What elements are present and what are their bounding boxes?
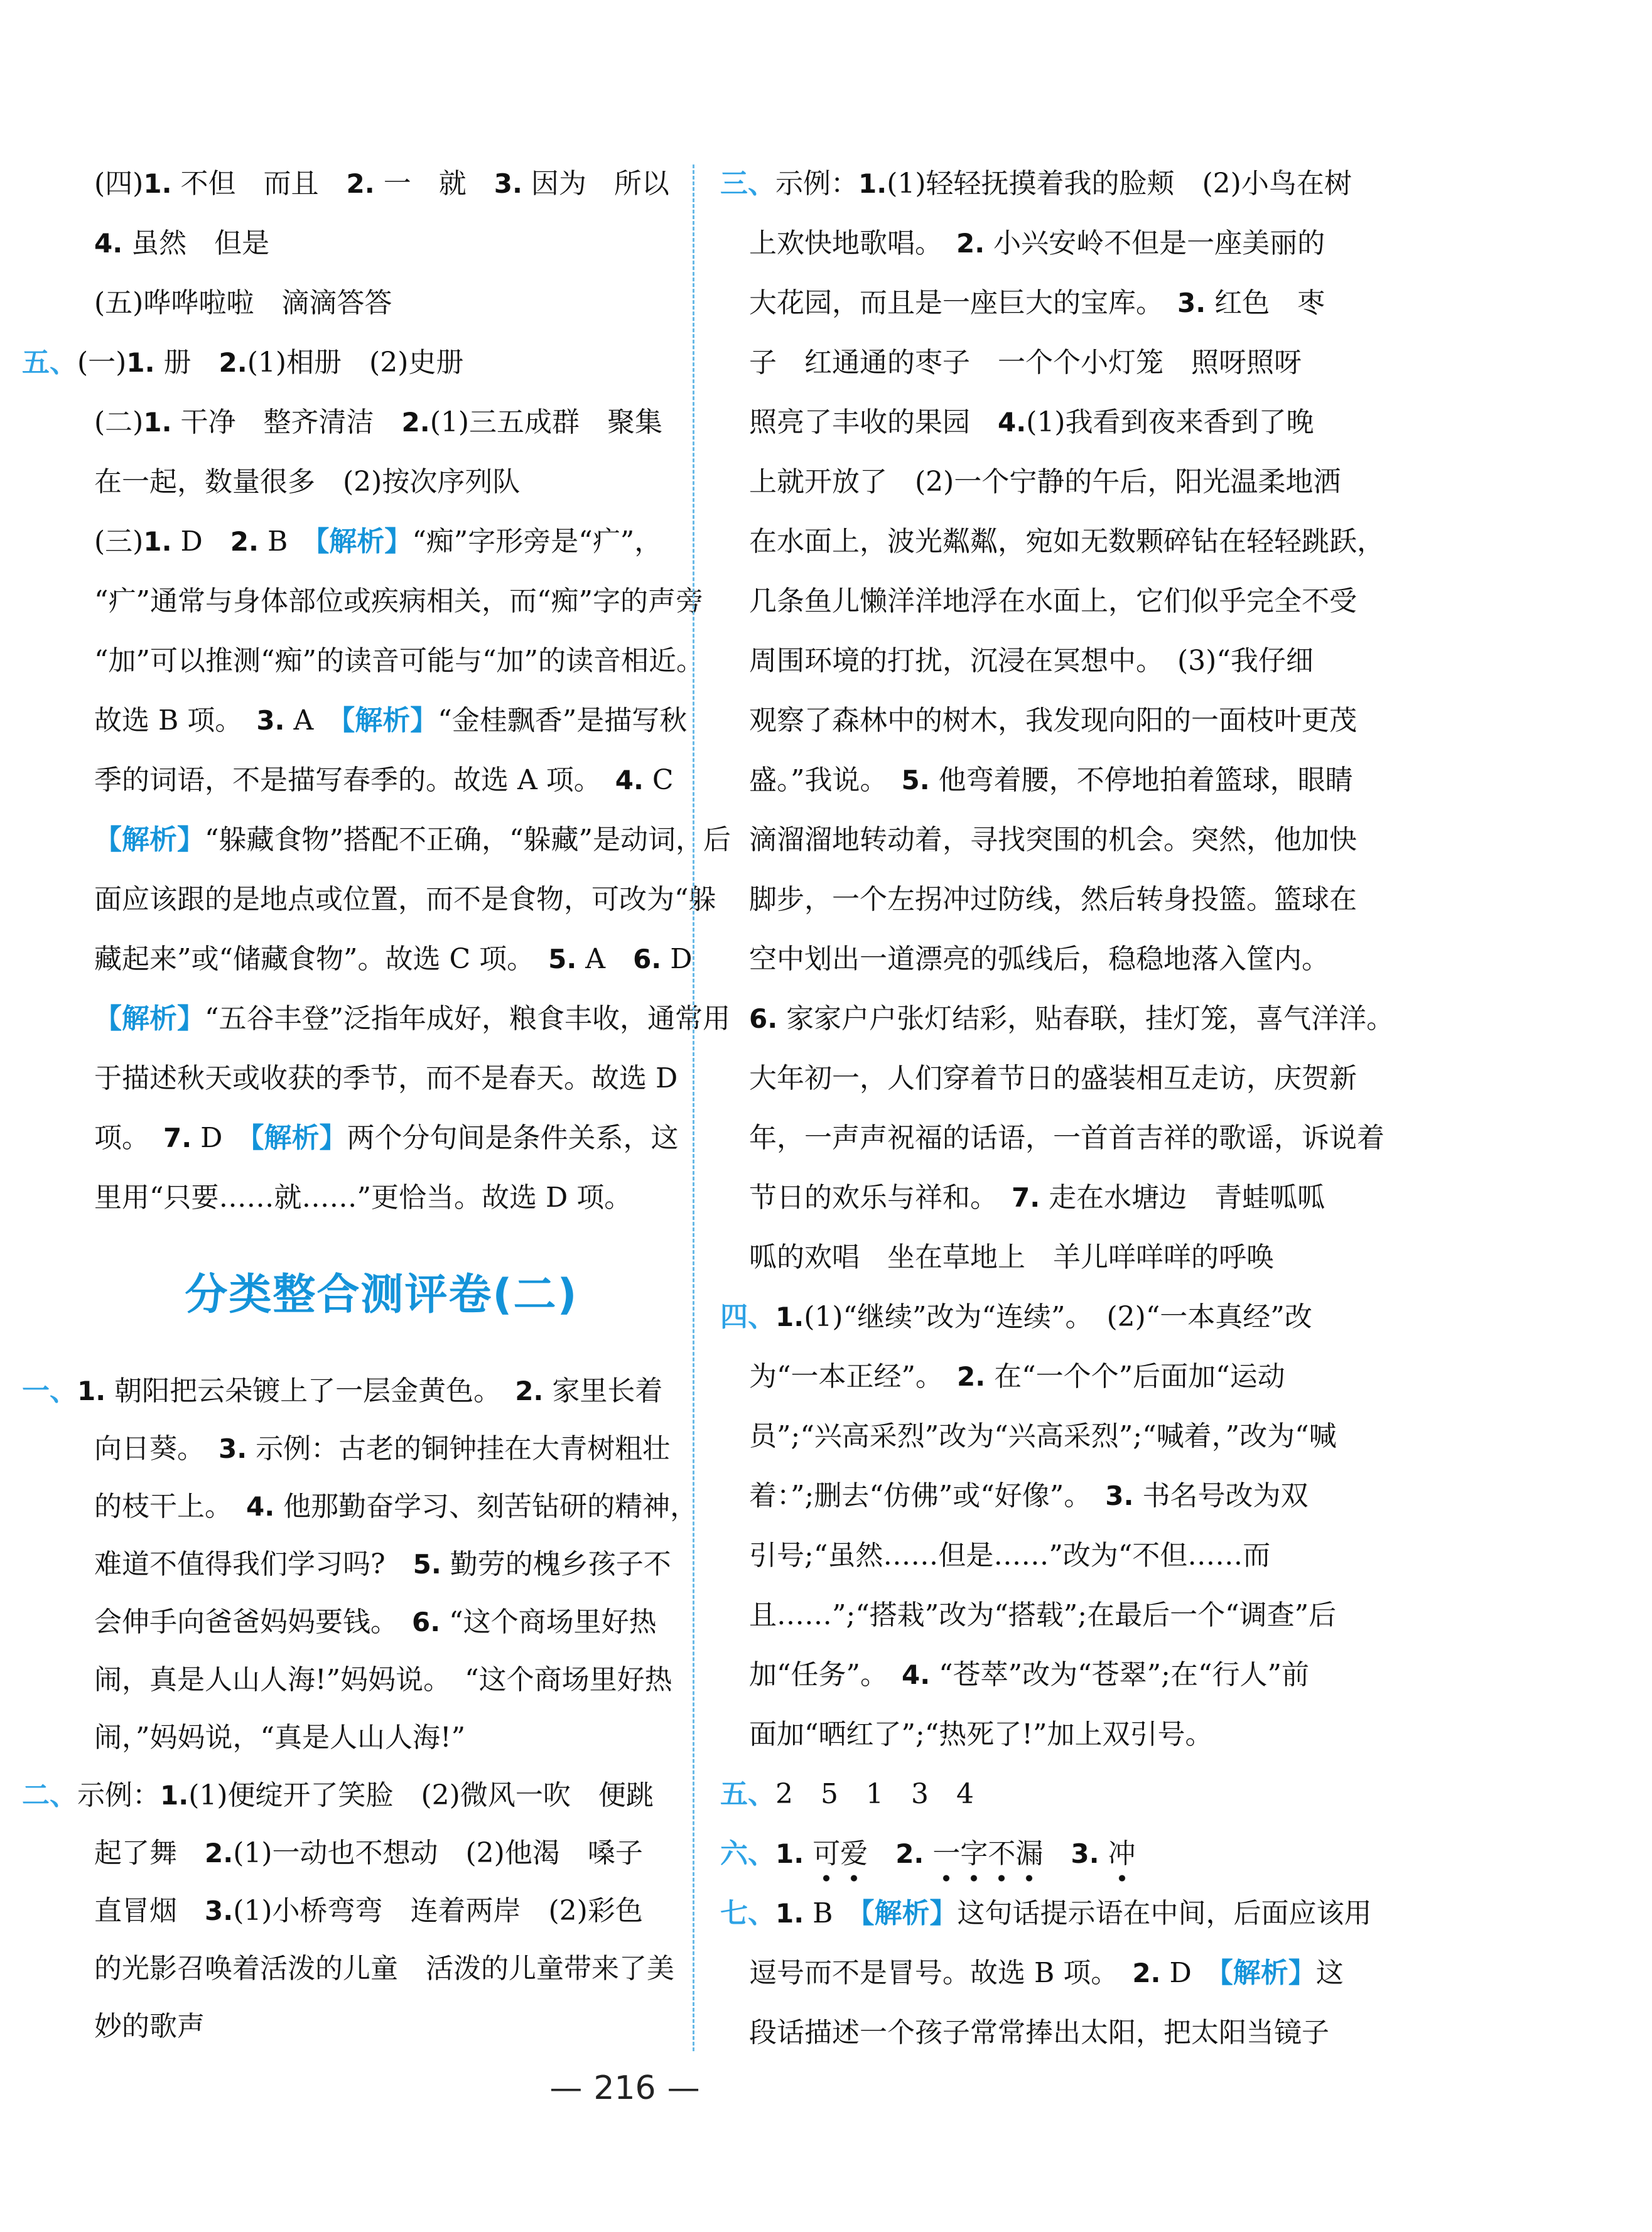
text-line	[22, 870, 716, 929]
answer-segment: “金桂飘香”是描写秋	[438, 704, 688, 736]
text-line	[720, 392, 1373, 452]
text-line	[22, 333, 669, 392]
answer-segment: (1)小桥弯弯 连着两岸 (2)彩色	[233, 1895, 643, 1927]
item-number: 3.	[219, 1433, 247, 1464]
text-line	[22, 989, 730, 1049]
answer-segment: A	[284, 704, 342, 736]
item-number: 2.	[230, 526, 259, 557]
answer-segment: 上就开放了 (2)一个宁静的午后，阳光温柔地洒	[749, 466, 1341, 498]
text-line	[720, 213, 1373, 273]
analysis-badge: 【解析】	[250, 1122, 347, 1154]
item-number: 3.	[494, 168, 522, 199]
answer-segment: 照亮了丰收的果园	[749, 406, 998, 438]
answer-segment: 着：”;删去“仿佛”或“好像”。	[749, 1480, 1106, 1512]
item-number: 4.	[94, 228, 123, 259]
answer-segment: 子 红通通的枣子 一个个小灯笼 照呀照呀	[749, 347, 1302, 379]
text-line	[720, 870, 1373, 929]
text-line	[22, 392, 669, 452]
text-line	[22, 1651, 672, 1709]
text-line	[720, 512, 1385, 571]
text-line	[22, 1825, 669, 1882]
answer-segment: 这句话提示语在中间，后面应该用	[957, 1897, 1372, 1929]
answer-segment: 直冒烟	[94, 1895, 205, 1927]
answer-segment: 季的词语，不是描写春季的。故选 A 项。	[94, 764, 615, 796]
item-number: 1.	[858, 168, 887, 199]
answer-segment	[868, 1838, 895, 1870]
text-line	[22, 273, 669, 333]
item-number: 5.	[901, 765, 930, 795]
answer-segment: 走在水塘边 青蛙呱呱	[1040, 1182, 1325, 1214]
item-number: 3.	[1071, 1838, 1099, 1869]
answer-segment: (1)相册 (2)史册	[247, 347, 464, 379]
answer-segment: (1)便绽开了笑脸 (2)微风一吹 便跳	[188, 1779, 654, 1811]
answer-segment: D	[171, 526, 230, 558]
answer-segment: 向日葵。	[94, 1433, 219, 1465]
answer-segment: 且……”;“搭栽”改为“搭载”;在最后一个“调查”后	[749, 1599, 1337, 1631]
answer-segment: 呱的欢唱 坐在草地上 羊儿咩咩咩的呼唤	[749, 1241, 1274, 1273]
answer-segment: (1)我看到夜来香到了晚	[1026, 406, 1314, 438]
answer-segment: A	[576, 943, 634, 975]
text-line	[720, 691, 1373, 750]
text-line	[720, 1287, 1373, 1347]
answer-segment: 里用“只要……就……”更恰当。故选 D 项。	[94, 1182, 632, 1214]
text-line	[22, 1049, 678, 1108]
answer-segment: 脚步，一个左拐冲过防线，然后转身投篮。篮球在	[749, 883, 1357, 915]
item-number: 2.	[956, 228, 985, 259]
text-line	[22, 929, 693, 989]
answer-segment: C	[643, 764, 674, 796]
answer-segment: 妙的歌声	[94, 2010, 205, 2042]
item-number: 4.	[246, 1491, 275, 1522]
item-number: 1.	[143, 407, 172, 438]
emphasized-answer: 一字不漏	[932, 1838, 1043, 1882]
item-number: 3.	[1177, 288, 1206, 318]
answer-segment: D	[661, 943, 693, 975]
text-line	[720, 989, 1395, 1049]
text-line	[720, 1526, 1373, 1585]
answer-segment: 节日的欢乐与祥和。	[749, 1182, 1012, 1214]
answer-segment: “疒”通常与身体部位或疾病相关，而“痴”字的声旁	[94, 585, 703, 617]
answer-segment: 上欢快地歌唱。	[749, 227, 956, 259]
answer-segment: 他弯着腰，不停地拍着篮球，眼睛	[929, 764, 1353, 796]
answer-segment: B	[804, 1897, 861, 1929]
answer-segment: “加”可以推测“痴”的读音可能与“加”的读音相近。	[94, 645, 704, 677]
text-line	[22, 1709, 669, 1767]
answer-segment: (四)	[94, 168, 144, 200]
answer-segment: 年，一声声祝福的话语，一首首吉祥的歌谣，诉说着	[749, 1122, 1385, 1154]
item-number: 1.	[775, 1302, 804, 1332]
answer-segment: 家家户户张灯结彩，贴春联，挂灯笼，喜气洋洋。	[777, 1003, 1395, 1035]
answer-segment: 引号;“虽然……但是……”改为“不但……而	[749, 1539, 1271, 1572]
text-line	[22, 1420, 669, 1478]
section-heading: 分类整合测评卷(二)	[185, 1270, 578, 1320]
section-marker: 二、	[22, 1779, 77, 1811]
answer-segment: “这个商场里好热	[440, 1606, 657, 1638]
text-line	[22, 810, 731, 870]
text-line	[720, 1705, 1373, 1764]
item-number: 1.	[160, 1780, 189, 1811]
text-line	[720, 154, 1373, 213]
text-line	[22, 452, 669, 512]
answer-segment: 朝阳把云朵镀上了一层金黄色。	[105, 1375, 516, 1407]
answer-segment: 闹，”妈妈说，“真是人山人海!”	[94, 1722, 466, 1754]
section-marker: 四、	[720, 1301, 775, 1333]
text-line	[22, 571, 703, 631]
answer-segment: 大花园，而且是一座巨大的宝库。	[749, 287, 1177, 319]
answer-segment	[1099, 1838, 1108, 1870]
page-number-dash-left: —	[549, 2069, 583, 2107]
answer-segment: 的枝干上。	[94, 1491, 246, 1523]
item-number: 5.	[413, 1549, 441, 1580]
text-line	[720, 273, 1373, 333]
answer-segment: 示例：	[77, 1779, 160, 1811]
section-marker: 五、	[720, 1778, 775, 1810]
answer-segment: 示例：	[775, 168, 858, 200]
answer-segment: 闹，真是人山人海!”妈妈说。 “这个商场里好热	[94, 1664, 672, 1696]
answer-segment: B	[258, 526, 316, 558]
text-line	[720, 333, 1373, 392]
text-line	[720, 452, 1373, 512]
section-marker: 六、	[720, 1838, 775, 1870]
item-number: 2.	[957, 1361, 986, 1392]
answer-segment: 这	[1315, 1957, 1344, 1989]
text-line	[720, 1227, 1373, 1287]
section-marker: 七、	[720, 1897, 775, 1929]
text-line	[720, 2003, 1373, 2062]
answer-segment: 他那勤奋学习、刻苦钻研的精神，	[274, 1491, 698, 1523]
item-number: 6.	[412, 1607, 441, 1637]
text-line	[22, 691, 688, 750]
answer-segment: 员”;“兴高采烈”改为“兴高采烈”;“喊着，”改为“喊	[749, 1420, 1337, 1452]
text-line	[720, 1764, 1373, 1824]
answer-segment: 书名号改为双	[1133, 1480, 1309, 1512]
answer-segment: 在“一个个”后面加“运动	[985, 1361, 1285, 1393]
answer-segment: 盛。”我说。	[749, 764, 902, 796]
section-marker: 五、	[22, 347, 77, 379]
emphasized-answer: 可爱	[813, 1838, 868, 1882]
analysis-badge: 【解析】	[1219, 1957, 1316, 1989]
text-line	[720, 1466, 1373, 1526]
text-line	[22, 631, 704, 691]
answer-segment: 空中划出一道漂亮的弧线后，稳稳地落入筐内。	[749, 943, 1329, 975]
item-number: 2.	[346, 168, 375, 199]
analysis-badge: 【解析】	[341, 704, 438, 736]
item-number: 2.	[1132, 1958, 1161, 1988]
text-line	[22, 750, 674, 810]
section-marker: 三、	[720, 168, 775, 200]
column-divider	[693, 164, 694, 2051]
left-column	[22, 154, 731, 2056]
emphasized-answer: 冲	[1108, 1838, 1136, 1882]
text-line	[22, 1362, 669, 1420]
text-line	[720, 1347, 1373, 1406]
answer-segment: 不但 而且	[171, 168, 347, 200]
answer-segment: 难道不值得我们学习吗?	[94, 1548, 413, 1580]
text-line	[22, 1767, 669, 1825]
answer-segment: 面加“晒红了”;“热死了!”加上双引号。	[749, 1718, 1213, 1750]
answer-segment: 加“任务”。	[749, 1659, 902, 1691]
answer-segment: 在水面上，波光粼粼，宛如无数颗碎钻在轻轻跳跃，	[749, 526, 1385, 558]
answer-segment: (五)哗哗啦啦 滴滴答答	[94, 287, 392, 319]
answer-segment: 面应该跟的是地点或位置，而不是食物，可改为“躲	[94, 883, 716, 915]
answer-segment: 勤劳的槐乡孩子不	[441, 1548, 671, 1580]
item-number: 5.	[548, 944, 577, 974]
text-line	[720, 1168, 1373, 1227]
text-line	[720, 929, 1373, 989]
answer-segment: 在一起，数量很多 (2)按次序列队	[94, 466, 521, 498]
answer-segment: 段话描述一个孩子常常捧出太阳，把太阳当镜子	[749, 2017, 1329, 2049]
answer-segment: 会伸手向爸爸妈妈要钱。	[94, 1606, 412, 1638]
text-line	[720, 1645, 1373, 1705]
text-line	[720, 1108, 1385, 1168]
answer-segment: “痴”字形旁是“疒”，	[412, 526, 662, 558]
answer-segment: (一)	[77, 347, 127, 379]
answer-segment: D	[1160, 1957, 1219, 1989]
answer-segment: 的光影召唤着活泼的儿童 活泼的儿童带来了美	[94, 1953, 674, 1985]
analysis-badge: 【解析】	[860, 1897, 958, 1929]
answer-segment: (1)“继续”改为“连续”。 (2)“一本真经”改	[804, 1301, 1312, 1333]
analysis-badge: 【解析】	[315, 526, 413, 558]
item-number: 1.	[143, 526, 172, 557]
answer-segment: 2 5 1 3 4	[775, 1778, 974, 1810]
answer-segment: 册	[154, 347, 219, 379]
answer-segment: 几条鱼儿懒洋洋地浮在水面上，它们似乎完全不受	[749, 585, 1357, 617]
answer-segment: 起了舞	[94, 1837, 205, 1869]
answer-segment: 虽然 但是	[122, 227, 270, 259]
item-number: 4.	[998, 407, 1027, 438]
answer-segment: “躲藏食物”搭配不正确，“躲藏”是动词，后	[205, 824, 731, 856]
page-number-dash-right: —	[667, 2069, 700, 2107]
item-number: 7.	[1012, 1182, 1040, 1213]
answer-segment: 逗号而不是冒号。故选 B 项。	[749, 1957, 1133, 1989]
text-line	[720, 631, 1373, 691]
answer-segment: 干净 整齐清洁	[171, 406, 402, 438]
item-number: 3.	[256, 705, 285, 736]
answer-segment: (三)	[94, 526, 144, 558]
text-line	[720, 571, 1373, 631]
answer-segment	[1043, 1838, 1071, 1870]
text-line	[22, 1478, 698, 1536]
answer-segment: (1)三五成群 聚集	[429, 406, 663, 438]
answer-segment: 项。	[94, 1122, 163, 1154]
answer-segment: D	[192, 1122, 251, 1154]
answer-segment: (1)一动也不想动 (2)他渴 嗓子	[233, 1837, 643, 1869]
item-number: 2.	[205, 1838, 234, 1868]
left-column-top-lines	[22, 154, 731, 1227]
right-column	[720, 154, 1395, 2062]
item-number: 1.	[77, 1376, 106, 1406]
answer-segment	[804, 1838, 813, 1870]
answer-segment: 红色 枣	[1206, 287, 1325, 319]
answer-segment: 为“一本正经”。	[749, 1361, 957, 1393]
text-line	[22, 1168, 669, 1227]
left-column-bottom-lines	[22, 1362, 698, 2056]
text-line	[22, 1940, 674, 1998]
item-number: 7.	[163, 1123, 192, 1153]
answer-segment: 故选 B 项。	[94, 704, 257, 736]
text-line	[720, 1406, 1373, 1466]
text-line	[720, 1049, 1373, 1108]
right-column-lines	[720, 154, 1395, 2062]
answer-segment: (1)轻轻抚摸着我的脸颊 (2)小鸟在树	[887, 168, 1352, 200]
item-number: 1.	[775, 1898, 804, 1929]
item-number: 6.	[749, 1003, 778, 1034]
answer-segment: “五谷丰登”泛指年成好，粮食丰收，通常用	[205, 1003, 730, 1035]
item-number: 1.	[126, 347, 155, 378]
answer-segment: 两个分句间是条件关系，这	[347, 1122, 679, 1154]
text-line	[22, 512, 669, 571]
answer-segment: “苍萃”改为“苍翠”;在“行人”前	[930, 1659, 1309, 1691]
item-number: 6.	[633, 944, 662, 974]
page-number-value: 216	[593, 2069, 656, 2107]
text-line	[22, 1998, 669, 2056]
text-line	[720, 1943, 1373, 2003]
text-line	[720, 810, 1373, 870]
item-number: 2.	[515, 1376, 544, 1406]
item-number: 2.	[895, 1838, 924, 1869]
answer-segment: 小兴安岭不但是一座美丽的	[985, 227, 1325, 259]
text-line	[720, 1585, 1373, 1645]
answer-segment: 一 就	[374, 168, 494, 200]
analysis-badge: 【解析】	[94, 1003, 205, 1035]
page-number	[531, 2069, 719, 2107]
answer-segment: 因为 所以	[522, 168, 669, 200]
answer-segment: 于描述秋天或收获的季节，而不是春天。故选 D	[94, 1062, 678, 1094]
item-number: 4.	[615, 765, 644, 795]
text-line	[22, 1593, 669, 1651]
item-number: 3.	[205, 1895, 234, 1926]
text-line	[720, 1824, 1373, 1884]
item-number: 3.	[1105, 1480, 1134, 1511]
answer-segment: 大年初一，人们穿着节日的盛装相互走访，庆贺新	[749, 1062, 1357, 1094]
text-line	[22, 154, 669, 213]
item-number: 4.	[902, 1659, 931, 1690]
text-line	[22, 1536, 669, 1593]
answer-segment	[924, 1838, 932, 1870]
item-number: 1.	[143, 168, 172, 199]
answer-segment: 周围环境的打扰，沉浸在冥想中。 (3)“我仔细	[749, 645, 1314, 677]
answer-segment: 滴溜溜地转动着，寻找突围的机会。突然，他加快	[749, 824, 1357, 856]
section-marker: 一、	[22, 1375, 77, 1407]
analysis-badge: 【解析】	[94, 824, 205, 856]
item-number: 1.	[775, 1838, 804, 1869]
answer-segment: 家里长着	[543, 1375, 663, 1407]
section-heading-row	[22, 1227, 669, 1362]
text-line	[22, 213, 669, 273]
text-line	[720, 1884, 1373, 1943]
answer-segment: 藏起来”或“储藏食物”。故选 C 项。	[94, 943, 549, 975]
answer-segment: 示例：古老的铜钟挂在大青树粗壮	[247, 1433, 671, 1465]
text-line	[22, 1882, 669, 1940]
answer-segment: 观察了森林中的树木，我发现向阳的一面枝叶更茂	[749, 704, 1357, 736]
item-number: 2.	[401, 407, 430, 438]
answer-segment: (二)	[94, 406, 144, 438]
text-line	[720, 750, 1373, 810]
item-number: 2.	[219, 347, 247, 378]
text-line	[22, 1108, 679, 1168]
